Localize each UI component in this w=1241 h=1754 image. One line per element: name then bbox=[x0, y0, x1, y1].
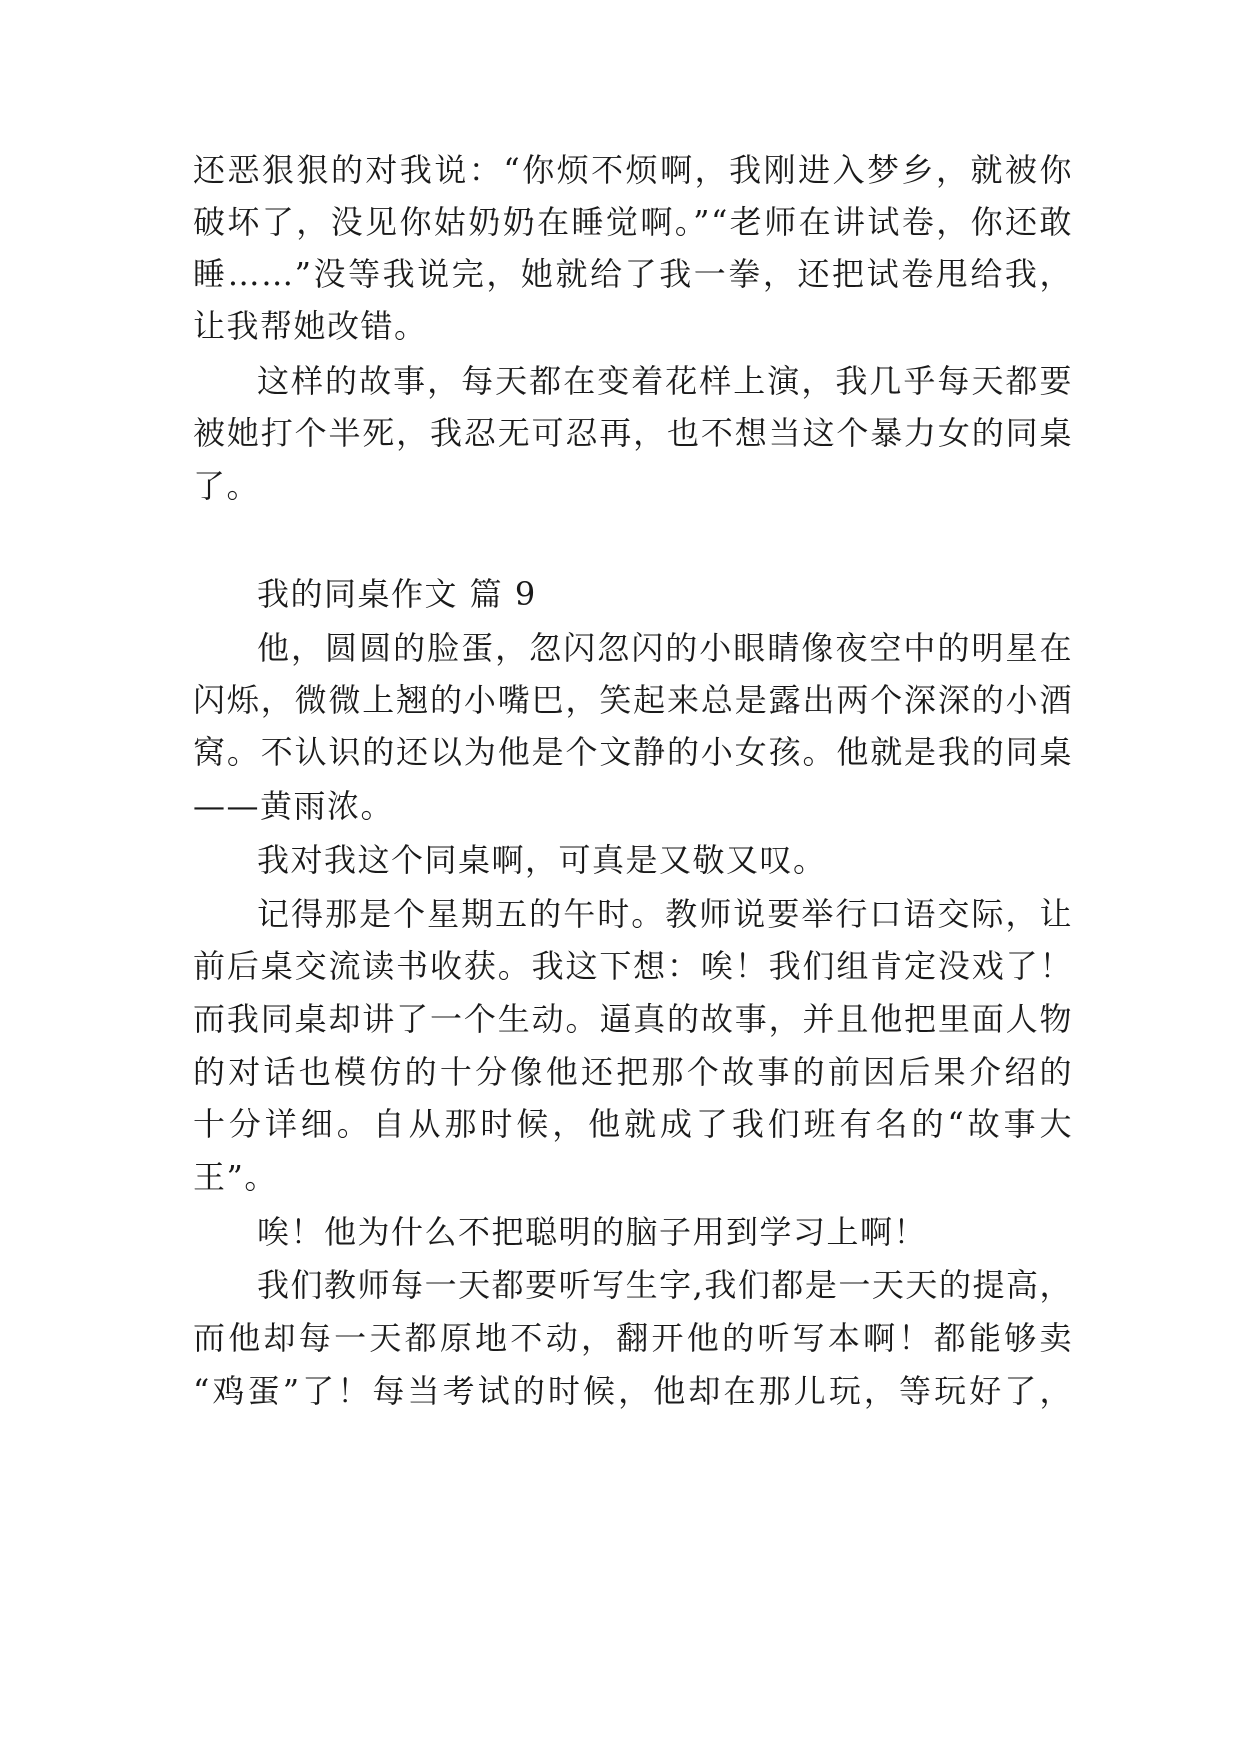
paragraph-5-line-2: 前后桌交流读书收获。我这下想：唉！我们组肯定没戏了！ bbox=[193, 947, 1073, 985]
section-heading: 我的同桌作文 篇 9 bbox=[257, 575, 537, 613]
paragraph-3-line-1: 他，圆圆的脸蛋，忽闪忽闪的小眼睛像夜空中的明星在 bbox=[257, 629, 1073, 667]
paragraph-5-line-6: 王”。 bbox=[193, 1158, 278, 1196]
paragraph-5-line-5: 十分详细。自从那时候，他就成了我们班有名的“故事大 bbox=[193, 1105, 1073, 1143]
paragraph-1-line-2: 破坏了，没见你姑奶奶在睡觉啊。”“老师在讲试卷，你还敢 bbox=[193, 203, 1073, 241]
paragraph-7-line-3: “鸡蛋”了！每当考试的时候，他却在那儿玩，等玩好了， bbox=[193, 1372, 1073, 1410]
paragraph-2-line-2: 被她打个半死，我忍无可忍再，也不想当这个暴力女的同桌 bbox=[193, 414, 1073, 452]
paragraph-3-line-2: 闪烁，微微上翘的小嘴巴，笑起来总是露出两个深深的小酒 bbox=[193, 681, 1073, 719]
paragraph-5-line-3: 而我同桌却讲了一个生动。逼真的故事，并且他把里面人物 bbox=[193, 1000, 1073, 1038]
paragraph-2-line-3: 了。 bbox=[193, 467, 261, 505]
paragraph-2-line-1: 这样的故事，每天都在变着花样上演，我几乎每天都要 bbox=[257, 362, 1073, 400]
paragraph-5-line-4: 的对话也模仿的十分像他还把那个故事的前因后果介绍的 bbox=[193, 1053, 1073, 1091]
paragraph-5-line-1: 记得那是个星期五的午时。教师说要举行口语交际，让 bbox=[257, 895, 1073, 933]
paragraph-1-line-1: 还恶狠狠的对我说：“你烦不烦啊，我刚进入梦乡，就被你 bbox=[193, 151, 1073, 189]
paragraph-3-line-3: 窝。不认识的还以为他是个文静的小女孩。他就是我的同桌 bbox=[193, 733, 1073, 771]
paragraph-4-line-1: 我对我这个同桌啊，可真是又敬又叹。 bbox=[257, 841, 827, 879]
paragraph-7-line-1: 我们教师每一天都要听写生字,我们都是一天天的提高， bbox=[257, 1266, 1073, 1304]
paragraph-6-line-1: 唉！他为什么不把聪明的脑子用到学习上啊！ bbox=[257, 1213, 928, 1251]
paragraph-3-line-4: ——黄雨浓。 bbox=[193, 787, 395, 825]
paragraph-1-line-4: 让我帮她改错。 bbox=[193, 307, 428, 345]
paragraph-7-line-2: 而他却每一天都原地不动，翻开他的听写本啊！都能够卖 bbox=[193, 1319, 1073, 1357]
paragraph-1-line-3: 睡……”没等我说完，她就给了我一拳，还把试卷甩给我， bbox=[193, 255, 1073, 293]
